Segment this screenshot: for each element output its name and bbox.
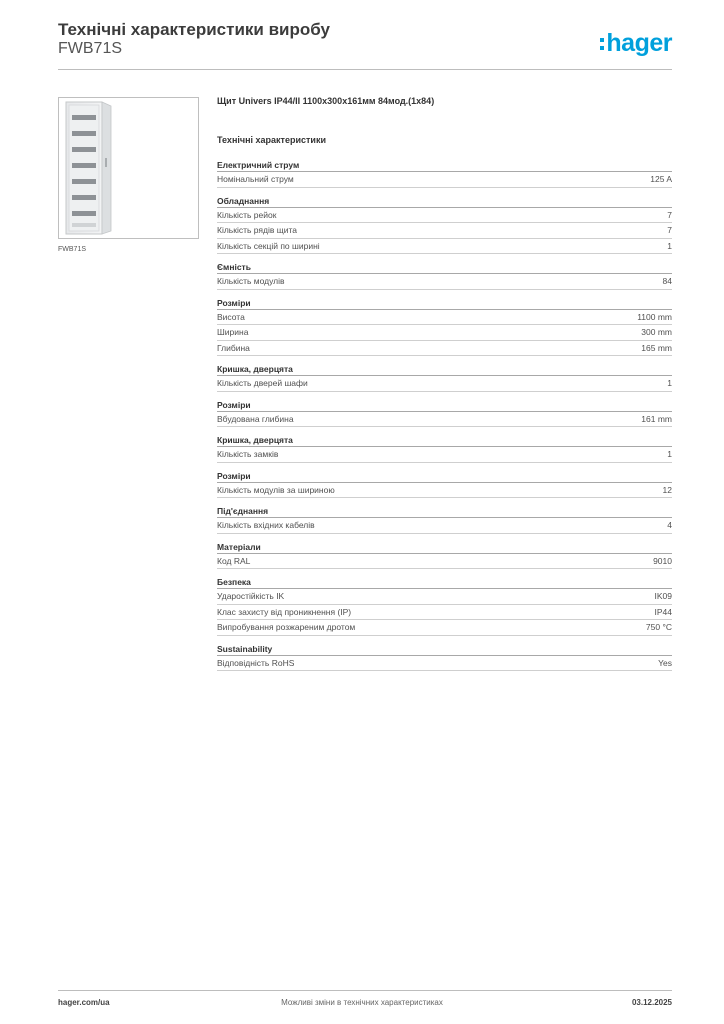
spec-row — [217, 208, 672, 224]
product-code: FWB71S — [58, 40, 123, 57]
spec-label: Глибина — [217, 342, 250, 353]
footer-date: 03.12.2025 — [631, 998, 672, 1007]
spec-row — [217, 554, 672, 570]
product-name: Щит Univers IP44/II 1100х300х161мм 84мод.(1x84) — [217, 96, 435, 106]
spec-row — [217, 341, 672, 357]
spec-label: Кількість дверей шафи — [217, 378, 308, 388]
spec-value: 9010 — [653, 555, 672, 566]
spec-label: Кількість модулів за шириною — [217, 484, 335, 495]
spec-group-title: Кришка, дверцята — [217, 363, 672, 376]
hager-logo — [599, 30, 672, 56]
spec-group — [217, 505, 672, 534]
spec-row — [217, 172, 672, 188]
spec-value: Yes — [658, 657, 672, 668]
spec-value: 125 A — [650, 174, 672, 184]
distribution-cabinet-photo-icon — [59, 98, 198, 238]
spec-value: 7 — [667, 209, 672, 220]
spec-value: 161 mm — [641, 413, 672, 424]
spec-value: 750 °C — [645, 622, 672, 632]
spec-group — [217, 399, 672, 428]
spec-row — [217, 223, 672, 239]
page-title: Технічні характеристики виробу — [58, 20, 330, 39]
specification-content — [217, 96, 672, 678]
header-divider — [58, 69, 672, 70]
spec-value: 4 — [667, 520, 672, 530]
spec-label: Клас захисту від проникнення (IP) — [217, 606, 352, 617]
spec-label: Код RAL — [217, 555, 251, 566]
spec-group-title: Розміри — [217, 399, 672, 412]
spec-label: Кількість замків — [217, 449, 279, 459]
spec-value: 165 mm — [641, 342, 672, 353]
spec-value: 12 — [662, 484, 672, 495]
footer-divider — [58, 990, 672, 991]
spec-row — [217, 656, 672, 672]
spec-group-title: Розміри — [217, 297, 672, 310]
spec-row — [217, 605, 672, 621]
specification-groups — [217, 159, 672, 671]
spec-group-title: Матеріали — [217, 541, 672, 554]
spec-group — [217, 159, 672, 188]
spec-row — [217, 239, 672, 255]
spec-row — [217, 376, 672, 392]
spec-row — [217, 589, 672, 605]
spec-label: Кількість модулів — [217, 276, 285, 286]
spec-label: Випробування розжареним дротом — [217, 622, 356, 632]
spec-label: Висота — [217, 311, 245, 322]
spec-group — [217, 643, 672, 672]
spec-group-title: Ємність — [217, 261, 672, 274]
spec-group — [217, 576, 672, 636]
spec-group-title: Обладнання — [217, 195, 672, 208]
logo-text: hager — [606, 29, 672, 57]
spec-group-title: Кришка, дверцята — [217, 434, 672, 447]
spec-value: 1100 mm — [637, 311, 672, 322]
image-caption: FWB71S — [58, 246, 87, 253]
spec-label: Кількість рейок — [217, 209, 277, 220]
spec-row — [217, 274, 672, 290]
spec-label: Кількість рядів щита — [217, 225, 297, 235]
footer-note: Можливі зміни в технічних характеристиках — [281, 998, 443, 1007]
spec-value: 1 — [667, 378, 672, 388]
spec-label: Ударостійкість IK — [217, 591, 285, 601]
spec-group — [217, 363, 672, 392]
spec-row — [217, 412, 672, 428]
spec-group-title: Розміри — [217, 470, 672, 483]
spec-row — [217, 325, 672, 341]
spec-label: Номінальний струм — [217, 174, 294, 184]
section-title: Технічні характеристики — [217, 135, 326, 145]
spec-row — [217, 483, 672, 499]
spec-row — [217, 310, 672, 326]
spec-value: 7 — [667, 225, 672, 235]
spec-group-title: Sustainability — [217, 643, 672, 656]
spec-row — [217, 518, 672, 534]
spec-value: 1 — [667, 240, 672, 251]
spec-label: Відповідність RoHS — [217, 657, 295, 668]
spec-group-title: Безпека — [217, 576, 672, 589]
spec-group — [217, 541, 672, 570]
spec-label: Вбудована глибина — [217, 413, 294, 424]
spec-group-title: Електричний струм — [217, 159, 672, 172]
spec-value: IP44 — [654, 606, 672, 617]
footer-website: hager.com/ua — [58, 998, 110, 1007]
spec-group — [217, 297, 672, 357]
spec-value: 1 — [667, 449, 672, 459]
spec-row — [217, 447, 672, 463]
spec-group-title: Під'єднання — [217, 505, 672, 518]
spec-label: Кількість вхідних кабелів — [217, 520, 315, 530]
product-image — [58, 97, 199, 239]
spec-group — [217, 195, 672, 255]
spec-label: Ширина — [217, 327, 249, 337]
spec-group — [217, 470, 672, 499]
spec-group — [217, 261, 672, 290]
spec-value: 300 mm — [641, 327, 672, 337]
spec-value: IK09 — [654, 591, 672, 601]
spec-row — [217, 620, 672, 636]
spec-group — [217, 434, 672, 463]
spec-label: Кількість секцій по ширині — [217, 240, 320, 251]
spec-value: 84 — [662, 276, 672, 286]
